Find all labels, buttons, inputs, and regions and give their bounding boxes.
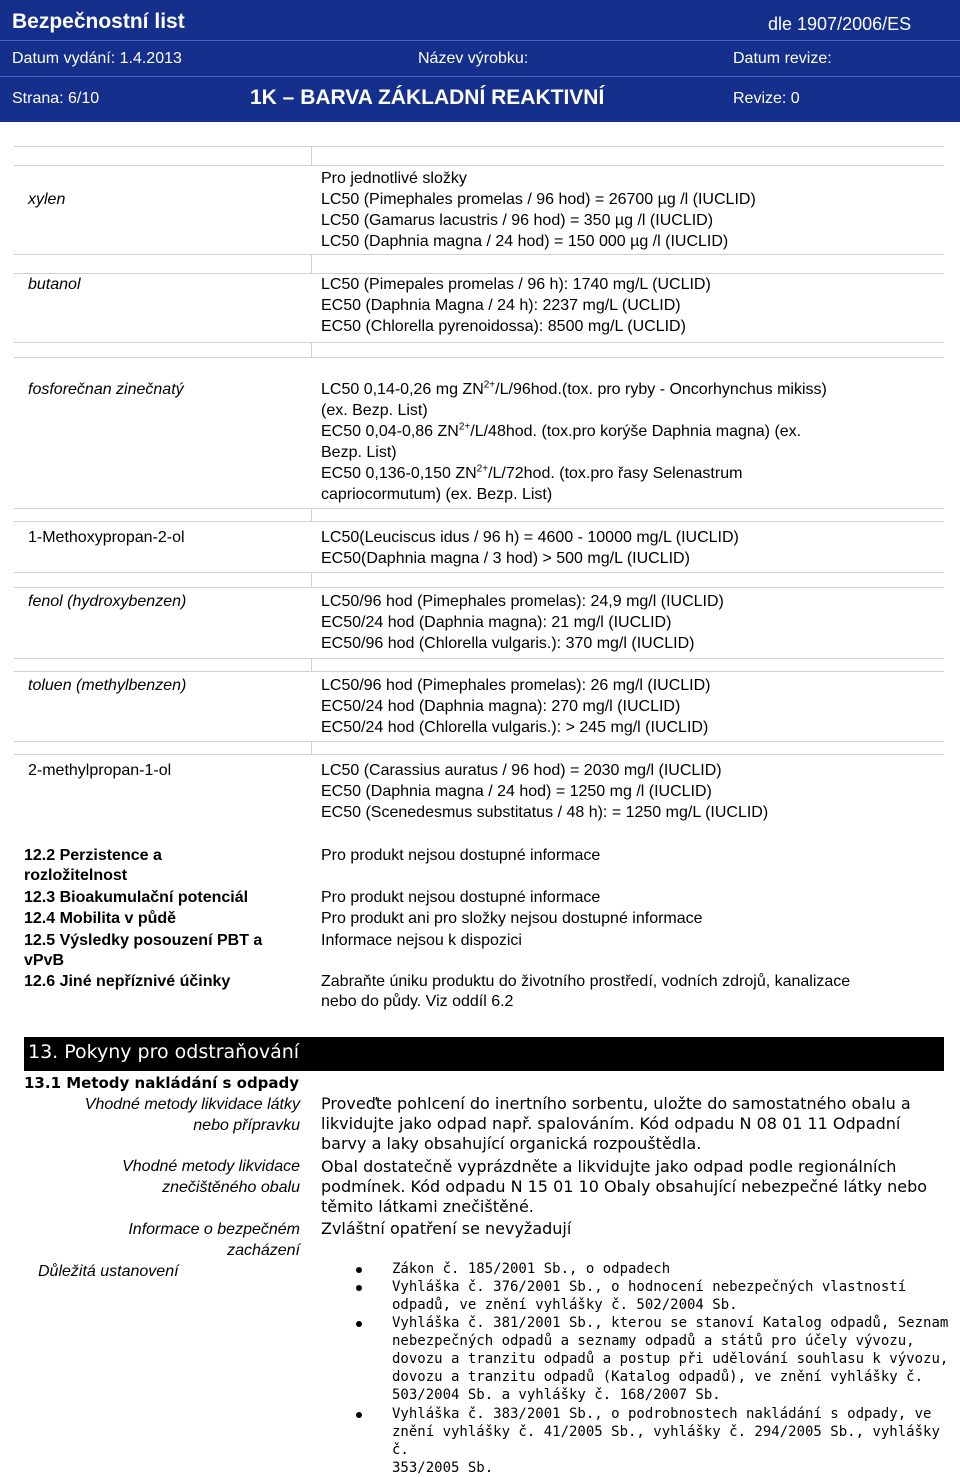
tox-line: (ex. Bezp. List): [321, 402, 428, 419]
mobility-value: Pro produkt ani pro složky nejsou dostupné informace: [321, 910, 703, 927]
bullet-icon: [356, 1321, 362, 1327]
issue-date: Datum vydání: 1.4.2013: [12, 50, 182, 67]
methoxy-tox-data: [321, 527, 739, 569]
tox-line: EC50(Daphnia magna / 3 hod) > 500 mg/L (IUCLID): [321, 550, 690, 567]
law-item: Vyhláška č. 381/2001 Sb., kterou se stanoví Katalog odpadů, Seznam nebezpečných odpadů a seznamy odpadů a států pro účely vývozu, dovozu a tranzitu odpadů a postup při udělování souhlasu k vývozu, dovozu a tranzitu odpadů (Katalog odpadů), ve znění vyhlášky č. 503/2004 Sb. a vyhlášky č. 168/2007 Sb.: [392, 1315, 949, 1403]
tox-line: LC50/96 hod (Pimephales promelas): 26 mg/l (IUCLID): [321, 677, 711, 694]
disposal-packaging-value: Obal dostatečně vyprázdněte a likvidujte jako odpad podle regionálních podmínek. Kód odpadu N 15 01 10 Obaly obsahující nebezpečné látky nebo těmito látkami znečištěné.: [321, 1157, 928, 1216]
regulation-ref: dle 1907/2006/ES: [768, 14, 912, 34]
substance-xylen: xylen: [28, 191, 66, 208]
bioaccumulation-value: Pro produkt nejsou dostupné informace: [321, 889, 601, 906]
section-13-title: 13. Pokyny pro odstraňování: [28, 1041, 300, 1063]
law-item: Vyhláška č. 383/2001 Sb., o podrobnostech nakládání s odpady, ve znění vyhlášky č. 41/2005 Sb., vyhlášky č. 294/2005 Sb., vyhlášky č. 353/2005 Sb.: [392, 1406, 940, 1476]
disposal-substance-label: Vhodné metody likvidace látky nebo přípravku: [84, 1096, 300, 1134]
tox-line: EC50 (Scenedesmus substitatus / 48 h): = 1250 mg/L (IUCLID): [321, 804, 769, 821]
substance-butanol: butanol: [28, 276, 81, 293]
document-title: Bezpečnostní list: [12, 10, 185, 33]
revision-number: Revize: 0: [733, 90, 800, 107]
disposal-packaging-label: Vhodné metody likvidace znečištěného obalu: [122, 1158, 300, 1196]
revision-date-label: Datum revize:: [733, 50, 832, 67]
bioaccumulation-heading: 12.3 Bioakumulační potenciál: [24, 889, 249, 906]
pbt-value: Informace nejsou k dispozici: [321, 932, 522, 949]
persistence-heading: 12.2 Perzistence a rozložitelnost: [24, 847, 162, 884]
methylpropanol-tox-data: [321, 760, 768, 823]
tox-line: capriocormutum) (ex. Bezp. List): [321, 486, 553, 503]
tox-line: EC50 0,136-0,150 $ZN^{2+}/L/72hod$. (tox.pro řasy Selenastrum: [321, 463, 743, 482]
substance-toluen: toluen (methylbenzen): [28, 677, 187, 694]
tox-line: EC50 (Daphnia Magna / 24 h): 2237 mg/L (UCLID): [321, 297, 681, 314]
fenol-tox-data: [321, 591, 724, 654]
pbt-heading: 12.5 Výsledky posouzení PBT a vPvB: [24, 932, 263, 969]
tox-line: LC50 (Gamarus lacustris / 96 hod) = 350 µg /l (IUCLID): [321, 212, 714, 229]
tox-line: EC50 (Daphnia magna / 24 hod) = 1250 mg /l (IUCLID): [321, 783, 712, 800]
tox-line: LC50(Leuciscus idus / 96 h) = 4600 - 10000 mg/L (IUCLID): [321, 529, 739, 546]
tox-line: EC50 0,04-0,86 $ZN^{2+}/L/48hod$. (tox.pro korýše Daphnia magna) (ex.: [321, 421, 802, 440]
product-name: 1K – BARVA ZÁKLADNÍ REAKTIVNÍ: [250, 86, 605, 109]
tox-line: Bezp. List): [321, 444, 397, 461]
tox-line: LC50 (Carassius auratus / 96 hod) = 2030 mg/l (IUCLID): [321, 762, 722, 779]
substance-zinc-phosphate: fosforečnan zinečnatý: [28, 381, 184, 398]
substance-fenol: fenol (hydroxybenzen): [28, 593, 187, 610]
tox-line: LC50 (Pimepales promelas / 96 h): 1740 mg/L (UCLID): [321, 276, 711, 293]
other-effects-value: Zabraňte úniku produktu do životního prostředí, vodních zdrojů, kanalizace nebo do půdy. Viz oddíl 6.2: [321, 973, 851, 1010]
persistence-value: Pro produkt nejsou dostupné informace: [321, 847, 601, 864]
xylen-tox-data: [321, 168, 756, 252]
mobility-heading: 12.4 Mobilita v půdě: [24, 910, 177, 927]
disposal-substance-value: Proveďte pohlcení do inertního sorbentu, uložte do samostatného obalu a likvidujte jako odpad např. spalováním. Kód odpadu N 08 01 11 Odpadní barvy a laky obsahující organická rozpouštědla.: [321, 1094, 911, 1153]
waste-methods-heading: 13.1 Metody nakládání s odpady: [24, 1074, 300, 1092]
tox-line: LC50/96 hod (Pimephales promelas): 24,9 mg/l (IUCLID): [321, 593, 724, 610]
tox-line: LC50 (Daphnia magna / 24 hod) = 150 000 µg /l (IUCLID): [321, 233, 729, 250]
bullet-icon: [356, 1285, 362, 1291]
important-provisions-label: Důležitá ustanovení: [38, 1263, 179, 1280]
section-13-banner: [24, 1037, 944, 1071]
tox-line: EC50 (Chlorella pyrenoidossa): 8500 mg/L (UCLID): [321, 318, 686, 335]
law-item: Zákon č. 185/2001 Sb., o odpadech: [392, 1261, 671, 1277]
bullet-icon: [356, 1267, 362, 1273]
law-item: Vyhláška č. 376/2001 Sb., o hodnocení nebezpečných vlastností odpadů, ve znění vyhlášky č. 502/2004 Sb.: [392, 1279, 907, 1313]
substance-methylpropanol: 2-methylpropan-1-ol: [28, 762, 172, 779]
product-name-label: Název výrobku:: [418, 50, 529, 67]
tox-line: EC50/24 hod (Daphnia magna): 270 mg/l (IUCLID): [321, 698, 681, 715]
zinc-tox-data: [321, 379, 827, 505]
toluen-tox-data: [321, 675, 711, 738]
safe-handling-label: Informace o bezpečném zacházení: [128, 1221, 300, 1259]
tox-line: Pro jednotlivé složky: [321, 170, 467, 187]
tox-line: EC50/24 hod (Chlorella vulgaris.): > 245 mg/l (IUCLID): [321, 719, 709, 736]
safe-handling-value: Zvláštní opatření se nevyžadují: [321, 1219, 572, 1238]
substance-methoxypropanol: 1-Methoxypropan-2-ol: [28, 529, 185, 546]
page-number: Strana: 6/10: [12, 90, 100, 107]
tox-line: LC50 0,14-0,26 mg $ZN^{2+}/L/96hod.(tox$. pro ryby - Oncorhynchus mikiss): [321, 379, 827, 398]
tox-line: LC50 (Pimephales promelas / 96 hod) = 26700 µg /l (IUCLID): [321, 191, 756, 208]
other-effects-heading: 12.6 Jiné nepříznivé účinky: [24, 973, 231, 990]
bullet-icon: [356, 1412, 362, 1418]
butanol-tox-data: [321, 274, 711, 337]
tox-line: EC50/24 hod (Daphnia magna): 21 mg/l (IUCLID): [321, 614, 672, 631]
tox-line: EC50/96 hod (Chlorella vulgaris.): 370 mg/l (IUCLID): [321, 635, 695, 652]
document-header: [0, 0, 960, 122]
